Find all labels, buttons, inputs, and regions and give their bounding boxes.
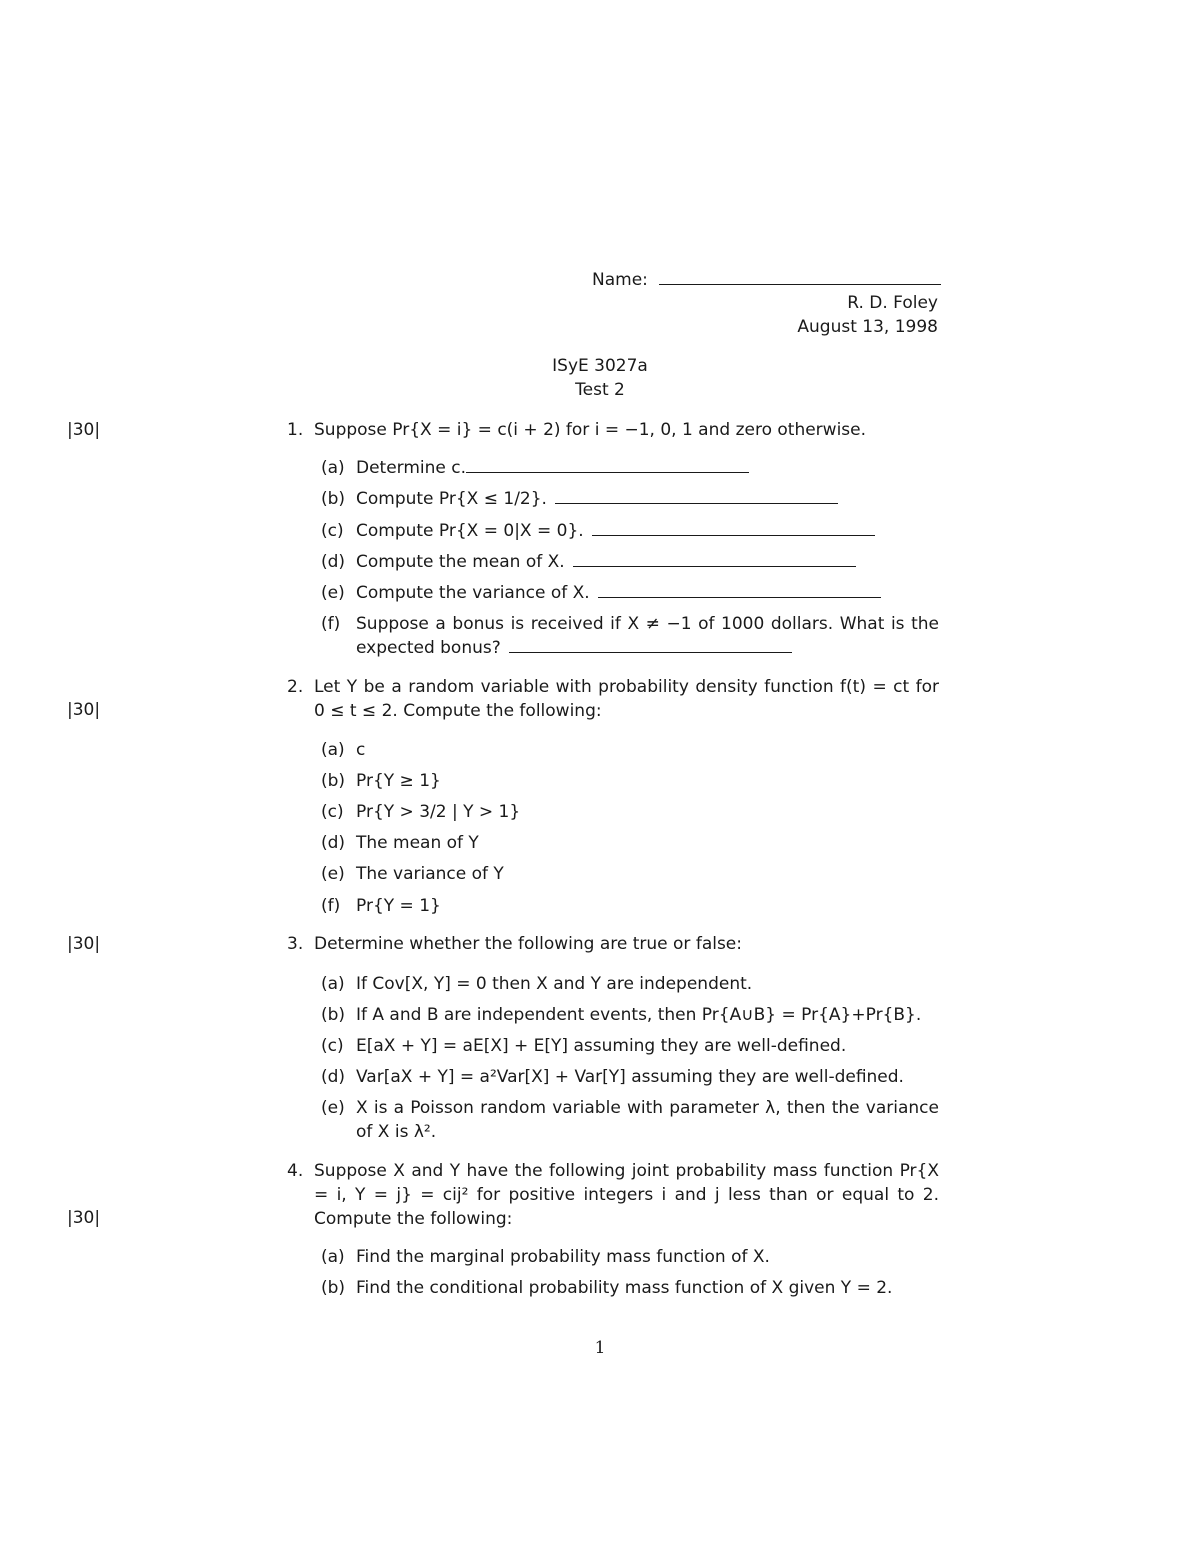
name-label: Name: bbox=[592, 270, 648, 290]
answer-blank[interactable] bbox=[592, 519, 875, 536]
item-label: (a) bbox=[321, 974, 345, 994]
name-answer-blank[interactable] bbox=[659, 268, 941, 285]
course-title: ISyE 3027a bbox=[552, 356, 648, 376]
test-title: Test 2 bbox=[575, 380, 625, 400]
page-number: 1 bbox=[594, 1338, 606, 1358]
item-text: E[aX + Y] = aE[X] + E[Y] assuming they are well-defined. bbox=[356, 1036, 847, 1056]
item-label: (e) bbox=[321, 864, 345, 884]
q4-item-a bbox=[321, 1245, 939, 1269]
name-field-row bbox=[592, 268, 941, 291]
item-label: (f) bbox=[321, 896, 341, 916]
item-label: (c) bbox=[321, 521, 344, 541]
item-label: (a) bbox=[321, 1247, 345, 1267]
q1-item-b bbox=[321, 487, 939, 511]
question-text: Suppose Pr{X = i} = c(i + 2) for i = −1, 0, 1 and zero otherwise. bbox=[314, 420, 867, 440]
item-text: Find the marginal probability mass function of X. bbox=[356, 1247, 770, 1267]
item-text: Pr{Y ≥ 1} bbox=[356, 771, 441, 791]
item-text: Pr{Y > 3/2 | Y > 1} bbox=[356, 802, 521, 822]
item-text: Compute the mean of X. bbox=[356, 552, 565, 572]
q1-item-e bbox=[321, 581, 939, 605]
item-text: Var[aX + Y] = a²Var[X] + Var[Y] assuming they are well-defined. bbox=[356, 1067, 904, 1087]
item-label: (b) bbox=[321, 1278, 346, 1298]
answer-blank[interactable] bbox=[573, 550, 856, 567]
item-label: (e) bbox=[321, 1098, 345, 1118]
date: August 13, 1998 bbox=[797, 317, 938, 337]
item-label: (d) bbox=[321, 552, 346, 572]
points-q4: |30| bbox=[67, 1208, 101, 1228]
item-label: (a) bbox=[321, 740, 345, 760]
author: R. D. Foley bbox=[847, 293, 938, 313]
item-text: X is a Poisson random variable with parameter λ, then the variance of X is λ². bbox=[356, 1098, 939, 1142]
item-label: (b) bbox=[321, 489, 346, 509]
question-1 bbox=[287, 418, 939, 442]
question-number: 1. bbox=[287, 420, 304, 440]
q4-item-b bbox=[321, 1276, 939, 1300]
item-text: Compute Pr{X ≤ 1/2}. bbox=[356, 489, 547, 509]
item-text: Find the conditional probability mass function of X given Y = 2. bbox=[356, 1278, 893, 1298]
item-text: Compute Pr{X = 0|X = 0}. bbox=[356, 521, 584, 541]
q3-item-e bbox=[321, 1096, 939, 1144]
item-label: (a) bbox=[321, 458, 345, 478]
q1-item-c bbox=[321, 519, 939, 543]
q2-item-d bbox=[321, 831, 939, 855]
item-text: Pr{Y = 1} bbox=[356, 896, 441, 916]
q3-item-d bbox=[321, 1065, 939, 1089]
question-3 bbox=[287, 932, 939, 956]
item-text: The variance of Y bbox=[356, 864, 504, 884]
item-label: (c) bbox=[321, 802, 344, 822]
points-q2: |30| bbox=[67, 700, 101, 720]
question-2 bbox=[287, 675, 939, 723]
answer-blank[interactable] bbox=[598, 581, 881, 598]
question-number: 4. bbox=[287, 1161, 304, 1181]
item-text: c bbox=[356, 740, 366, 760]
answer-blank[interactable] bbox=[555, 487, 838, 504]
item-label: (b) bbox=[321, 771, 346, 791]
q2-item-a bbox=[321, 738, 939, 762]
q1-item-a bbox=[321, 456, 939, 480]
item-text: If Cov[X, Y] = 0 then X and Y are independent. bbox=[356, 974, 753, 994]
question-number: 3. bbox=[287, 934, 304, 954]
item-text: The mean of Y bbox=[356, 833, 479, 853]
item-label: (f) bbox=[321, 614, 341, 634]
item-text: Determine c. bbox=[356, 458, 467, 478]
item-text: Suppose a bonus is received if X ≠ −1 of 1000 dollars. What is the expected bonus? bbox=[356, 614, 939, 658]
q1-item-d bbox=[321, 550, 939, 574]
item-label: (d) bbox=[321, 833, 346, 853]
q2-item-e bbox=[321, 862, 939, 886]
q3-item-c bbox=[321, 1034, 939, 1058]
item-text: Compute the variance of X. bbox=[356, 583, 590, 603]
q2-item-b bbox=[321, 769, 939, 793]
question-text: Determine whether the following are true or false: bbox=[314, 934, 742, 954]
q2-item-f bbox=[321, 894, 939, 918]
points-q3: |30| bbox=[67, 934, 101, 954]
item-label: (e) bbox=[321, 583, 345, 603]
q3-item-b bbox=[321, 1003, 939, 1027]
answer-blank[interactable] bbox=[509, 636, 792, 653]
item-label: (b) bbox=[321, 1005, 346, 1025]
item-text: If A and B are independent events, then Pr{A∪B} = Pr{A}+Pr{B}. bbox=[356, 1005, 922, 1025]
q2-item-c bbox=[321, 800, 939, 824]
item-label: (d) bbox=[321, 1067, 346, 1087]
question-number: 2. bbox=[287, 677, 304, 697]
question-4 bbox=[287, 1159, 939, 1231]
answer-blank[interactable] bbox=[466, 456, 749, 473]
q3-item-a bbox=[321, 972, 939, 996]
question-text: Suppose X and Y have the following joint probability mass function Pr{X = i, Y = j} = cij² for positive integers i and j less than or equal to 2. Compute the following: bbox=[314, 1161, 939, 1229]
points-q1: |30| bbox=[67, 420, 101, 440]
q1-item-f bbox=[321, 612, 939, 660]
question-text: Let Y be a random variable with probability density function f(t) = ct for 0 ≤ t ≤ 2. Compute the following: bbox=[314, 677, 939, 721]
item-label: (c) bbox=[321, 1036, 344, 1056]
